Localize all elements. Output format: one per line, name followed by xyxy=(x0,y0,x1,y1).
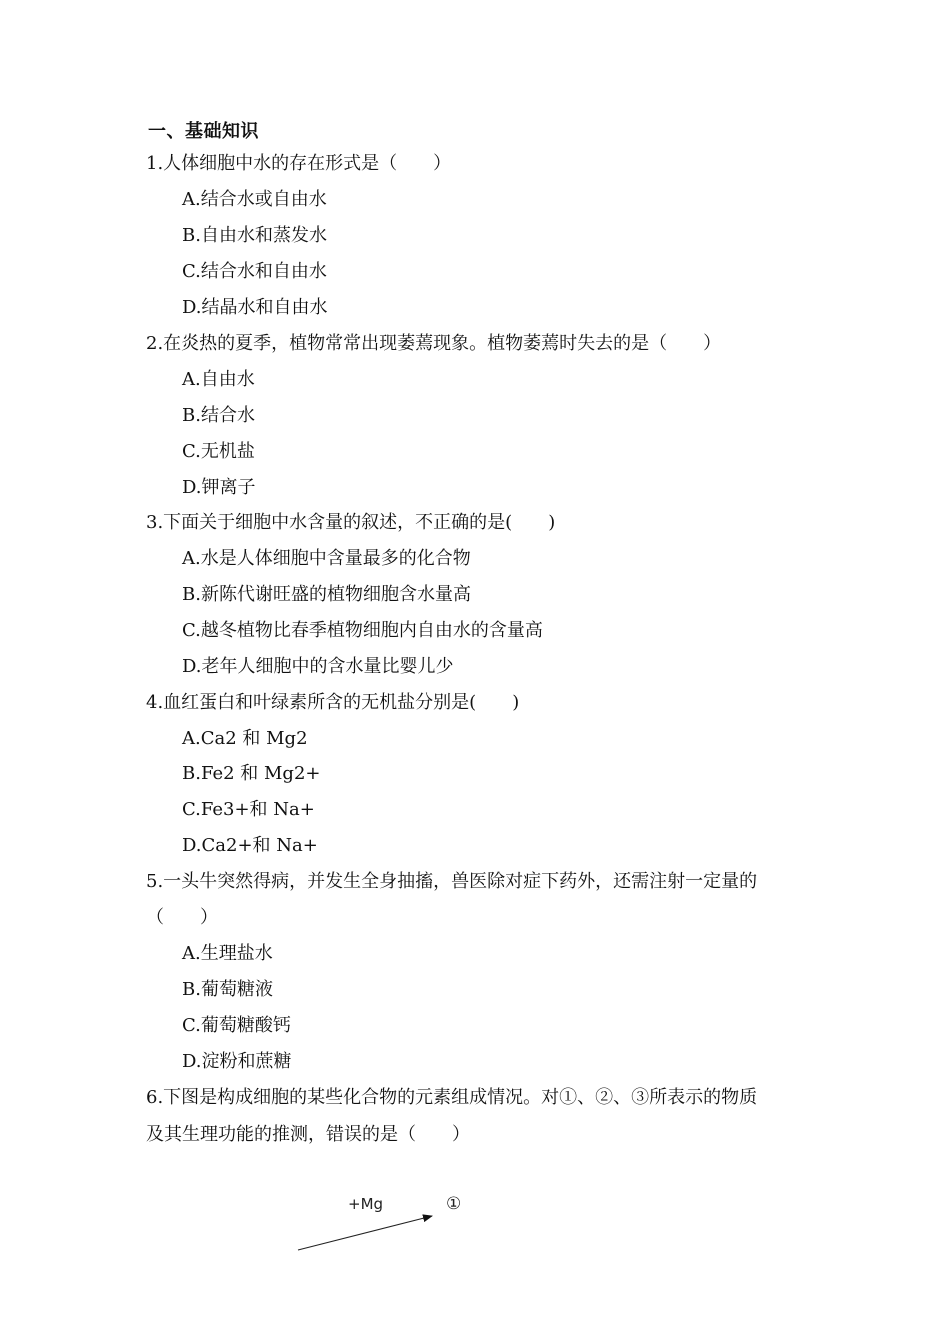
question-1-option-d: D.结晶水和自由水 xyxy=(182,297,328,318)
question-1-option-a: A.结合水或自由水 xyxy=(182,189,327,210)
question-1-option-b: B.自由水和蒸发水 xyxy=(182,225,327,246)
question-3-option-b: B.新陈代谢旺盛的植物细胞含水量高 xyxy=(182,584,471,605)
question-3-stem: 3.下面关于细胞中水含量的叙述，不正确的是( ) xyxy=(146,512,556,533)
section-heading: 一、基础知识 xyxy=(148,121,259,142)
question-5-stem-continued: （ ） xyxy=(146,907,218,928)
question-2-stem: 2.在炎热的夏季，植物常常出现萎蔫现象。植物萎蔫时失去的是（ ） xyxy=(146,333,722,354)
question-1-option-c: C.结合水和自由水 xyxy=(182,261,327,282)
question-3-option-c: C.越冬植物比春季植物细胞内自由水的含量高 xyxy=(182,620,543,641)
question-2-option-c: C.无机盐 xyxy=(182,441,255,462)
diagram-target-label: ① xyxy=(446,1194,462,1214)
question-5-option-b: B.葡萄糖液 xyxy=(182,979,273,1000)
question-5-option-c: C.葡萄糖酸钙 xyxy=(182,1015,291,1036)
question-2-option-b: B.结合水 xyxy=(182,405,255,426)
diagram-arrow-label: +Mg xyxy=(348,1195,384,1213)
question-4-option-d: D.Ca2+和 Na+ xyxy=(182,835,318,856)
question-4-option-a: A.Ca2 和 Mg2 xyxy=(182,728,308,749)
question-5-stem: 5.一头牛突然得病，并发生全身抽搐，兽医除对症下药外，还需注射一定量的 xyxy=(146,871,758,892)
question-3-option-a: A.水是人体细胞中含量最多的化合物 xyxy=(182,548,471,569)
question-4-option-b: B.Fe2 和 Mg2+ xyxy=(182,763,321,784)
question-5-option-d: D.淀粉和蔗糖 xyxy=(182,1051,292,1072)
question-6-stem: 6.下图是构成细胞的某些化合物的元素组成情况。对①、②、③所表示的物质 xyxy=(146,1087,758,1108)
question-2-option-d: D.钾离子 xyxy=(182,477,256,498)
question-6-stem-continued: 及其生理功能的推测，错误的是（ ） xyxy=(146,1124,470,1145)
question-5-option-a: A.生理盐水 xyxy=(182,943,273,964)
question-1-stem: 1.人体细胞中水的存在形式是（ ） xyxy=(146,153,452,174)
question-2-option-a: A.自由水 xyxy=(182,369,255,390)
question-4-option-c: C.Fe3+和 Na+ xyxy=(182,799,315,820)
question-3-option-d: D.老年人细胞中的含水量比婴儿少 xyxy=(182,656,454,677)
question-4-stem: 4.血红蛋白和叶绿素所含的无机盐分别是( ) xyxy=(146,692,520,713)
diagram-arrow xyxy=(298,1216,432,1250)
